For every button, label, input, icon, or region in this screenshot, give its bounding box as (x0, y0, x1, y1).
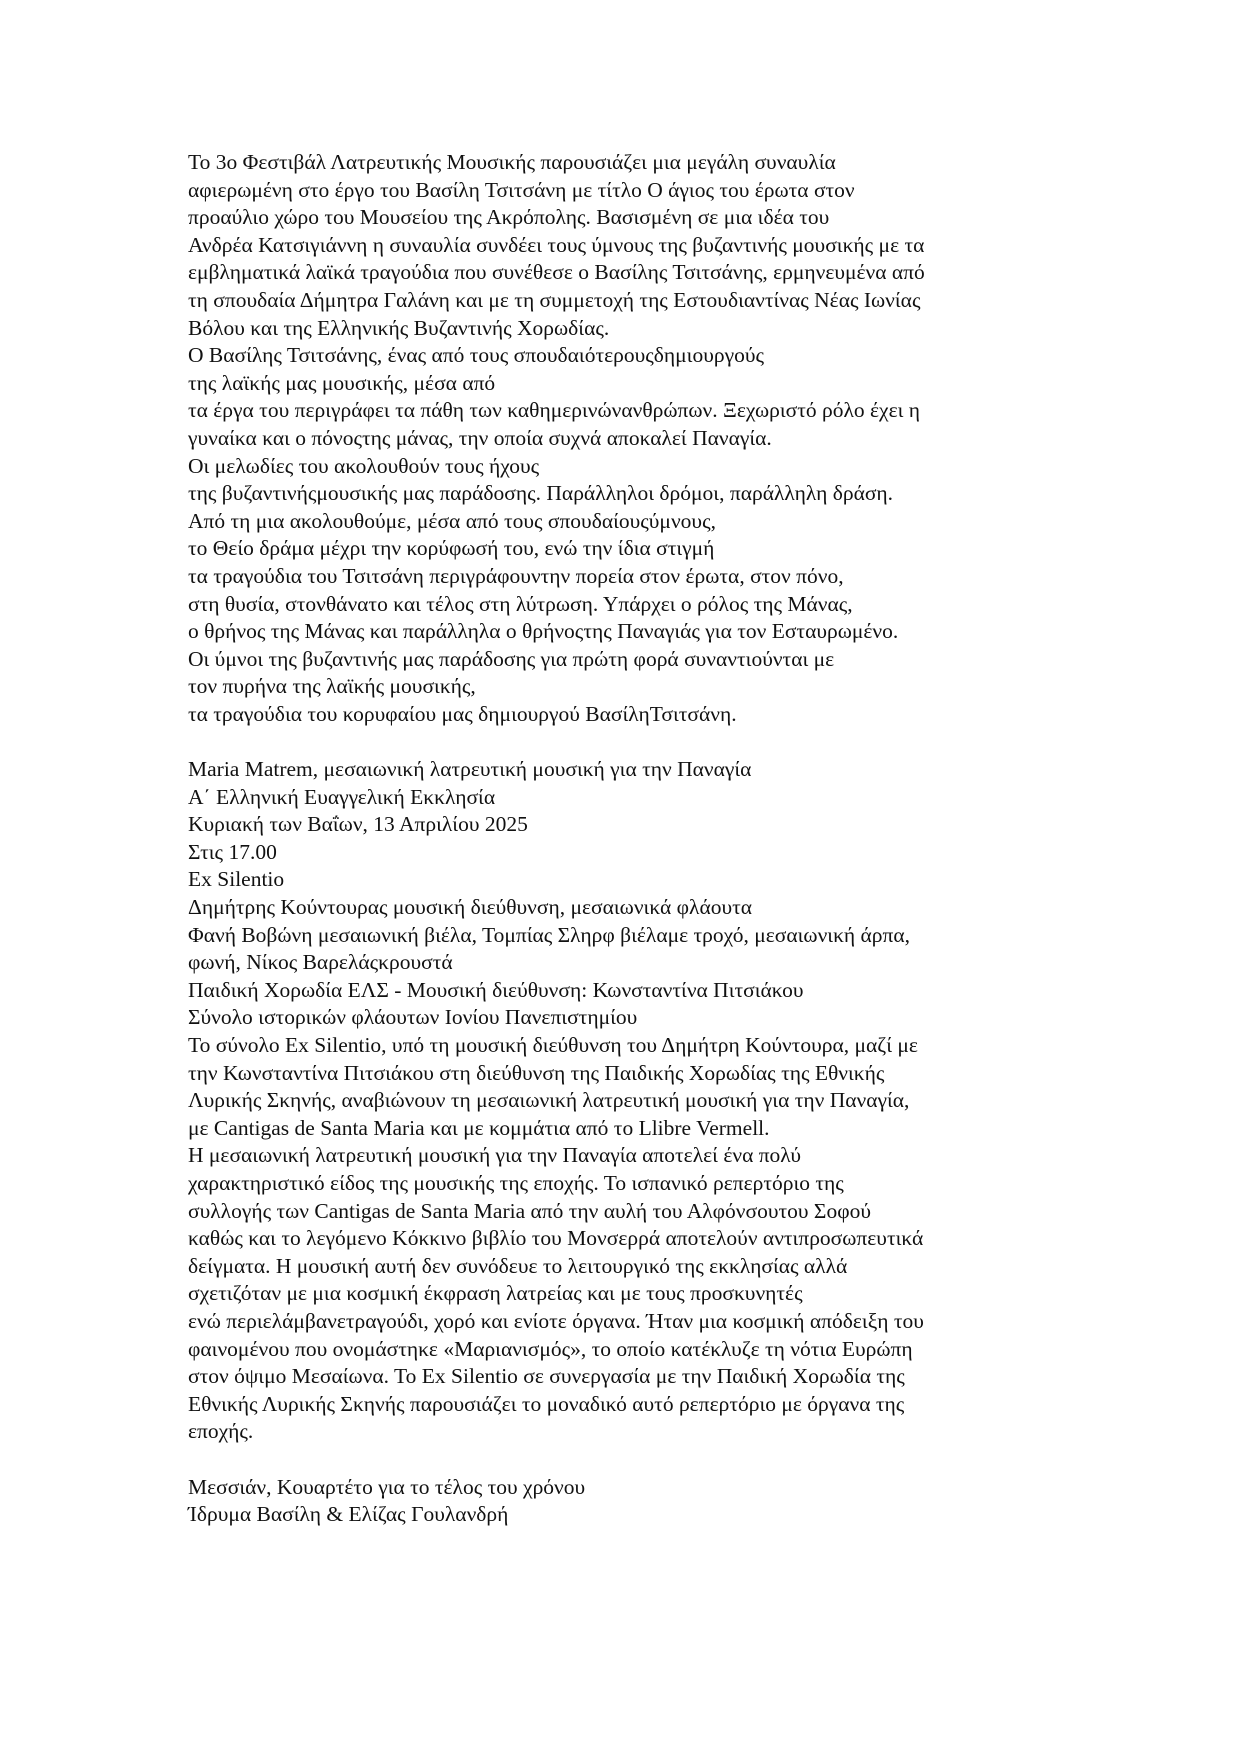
text-line: την Κωνσταντίνα Πιτσιάκου στη διεύθυνση της Παιδικής Χορωδίας της Εθνικής (188, 1060, 885, 1085)
text-line: σχετιζόταν με μια κοσμική έκφραση λατρείας και με τους προσκυνητές (188, 1281, 803, 1306)
text-line: τα τραγούδια του Τσιτσάνη περιγράφουντην πορεία στον έρωτα, στον πόνο, (188, 563, 844, 588)
text-line: ο θρήνος της Μάνας και παράλληλα ο θρήνοςτης Παναγιάς για τον Εσταυρωμένο. (188, 619, 899, 644)
text-line: συλλογής των Cantigas de Santa Maria από την αυλή του Αλφόνσουτου Σοφού (188, 1198, 871, 1223)
text-line: τον πυρήνα της λαϊκής μουσικής, (188, 674, 476, 699)
text-line: της βυζαντινήςμουσικής μας παράδοσης. Παράλληλοι δρόμοι, παράλληλη δράση. (188, 481, 894, 506)
text-line: Εθνικής Λυρικής Σκηνής παρουσιάζει το μοναδικό αυτό ρεπερτόριο με όργανα της (188, 1391, 905, 1416)
text-line: Maria Matrem, μεσαιωνική λατρευτική μουσική για την Παναγία (188, 757, 752, 782)
text-line: της λαϊκής μας μουσικής, μέσα από (188, 370, 496, 395)
text-line: καθώς και το λεγόμενο Κόκκινο βιβλίο του Μονσερρά αποτελούν αντιπροσωπευτικά (188, 1226, 924, 1251)
text-line: τα έργα του περιγράφει τα πάθη των καθημερινώνανθρώπων. Ξεχωριστό ρόλο έχει η (188, 398, 921, 423)
text-line: Ex Silentio (188, 867, 285, 892)
text-line: δείγματα. Η μουσική αυτή δεν συνόδευε το λειτουργικό της εκκλησίας αλλά (188, 1253, 848, 1278)
text-line: Ο Βασίλης Τσιτσάνης, ένας από τους σπουδαιότερουςδημιουργούς (188, 343, 764, 368)
text-line: αφιερωμένη στο έργο του Βασίλη Τσιτσάνη με τίτλο Ο άγιος του έρωτα στον (188, 177, 855, 202)
text-line: τα τραγούδια του κορυφαίου μας δημιουργού ΒασίληΤσιτσάνη. (188, 701, 737, 726)
festival-tsitsanis-section (188, 149, 1088, 728)
blank-line (188, 728, 1088, 756)
text-line: φωνή, Νίκος Βαρελάςκρουστά (188, 950, 453, 975)
text-line: Οι ύμνοι της βυζαντινής μας παράδοσης για πρώτη φορά συναντιούνται με (188, 646, 835, 671)
text-line: εποχής. (188, 1419, 254, 1444)
text-line: Το σύνολο Ex Silentio, υπό τη μουσική διεύθυνση του Δημήτρη Κούντουρα, μαζί με (188, 1033, 918, 1057)
text-line: Οι μελωδίες του ακολουθούν τους ήχους (188, 453, 540, 478)
document-page (188, 149, 1088, 1529)
text-line: Α΄ Ελληνική Ευαγγελική Εκκλησία (188, 784, 496, 809)
text-line: Ανδρέα Κατσιγιάννη η συναυλία συνδέει τους ύμνους της βυζαντινής μουσικής με τα (188, 232, 925, 257)
text-line: χαρακτηριστικό είδος της μουσικής της εποχής. Το ισπανικό ρεπερτόριο της (188, 1170, 844, 1195)
text-line: προαύλιο χώρο του Μουσείου της Ακρόπολης. Βασισμένη σε μια ιδέα του (188, 205, 830, 230)
text-line: Ίδρυμα Βασίλη & Ελίζας Γουλανδρή (188, 1502, 509, 1527)
text-line: εμβληματικά λαϊκά τραγούδια που συνέθεσε ο Βασίλης Τσιτσάνης, ερμηνευμένα από (188, 260, 925, 285)
text-line: το Θείο δράμα μέχρι την κορύφωσή του, ενώ την ίδια στιγμή (188, 536, 715, 561)
text-line: Από τη μια ακολουθούμε, μέσα από τους σπουδαίουςύμνους, (188, 508, 716, 533)
text-line: στον όψιμο Μεσαίωνα. Το Ex Silentio σε συνεργασία με την Παιδική Χορωδία της (188, 1364, 905, 1389)
text-line: Παιδική Χορωδία ΕΛΣ - Μουσική διεύθυνση: Κωνσταντίνα Πιτσιάκου (188, 977, 804, 1002)
text-line: φαινομένου που ονομάστηκε «Μαριανισμός», το οποίο κατέκλυζε τη νότια Ευρώπη (188, 1336, 913, 1361)
text-line: Το 3ο Φεστιβάλ Λατρευτικής Μουσικής παρουσιάζει μια μεγάλη συναυλία (188, 150, 836, 174)
text-line: Μεσσιάν, Κουαρτέτο για το τέλος του χρόνου (188, 1474, 586, 1499)
text-line: με Cantigas de Santa Maria και με κομμάτια από το Llibre Vermell. (188, 1115, 770, 1140)
text-line: Σύνολο ιστορικών φλάουτων Ιονίου Πανεπιστημίου (188, 1005, 638, 1030)
text-line: Στις 17.00 (188, 839, 277, 864)
text-line: γυναίκα και ο πόνοςτης μάνας, την οποία συχνά αποκαλεί Παναγία. (188, 425, 772, 450)
text-line: τη σπουδαία Δήμητρα Γαλάνη και με τη συμμετοχή της Εστουδιαντίνας Νέας Ιωνίας (188, 287, 921, 312)
text-line: στη θυσία, στονθάνατο και τέλος στη λύτρωση. Υπάρχει ο ρόλος της Μάνας, (188, 591, 853, 616)
text-line: Η μεσαιωνική λατρευτική μουσική για την Παναγία αποτελεί ένα πολύ (188, 1143, 801, 1168)
text-line: Λυρικής Σκηνής, αναβιώνουν τη μεσαιωνική λατρευτική μουσική για την Παναγία, (188, 1088, 910, 1113)
text-line: Δημήτρης Κούντουρας μουσική διεύθυνση, μεσαιωνικά φλάουτα (188, 895, 753, 920)
maria-matrem-section (188, 756, 1088, 1446)
blank-line (188, 1446, 1088, 1474)
messiaen-section (188, 1474, 1088, 1529)
text-line: Φανή Βοβώνη μεσαιωνική βιέλα, Τομπίας Σληρφ βιέλαμε τροχό, μεσαιωνική άρπα, (188, 922, 911, 947)
text-line: ενώ περιελάμβανετραγούδι, χορό και ενίοτε όργανα. Ήταν μια κοσμική απόδειξη του (188, 1308, 924, 1333)
text-line: Βόλου και της Ελληνικής Βυζαντινής Χορωδίας. (188, 315, 610, 340)
text-line: Κυριακή των Βαΐων, 13 Απριλίου 2025 (188, 812, 528, 837)
